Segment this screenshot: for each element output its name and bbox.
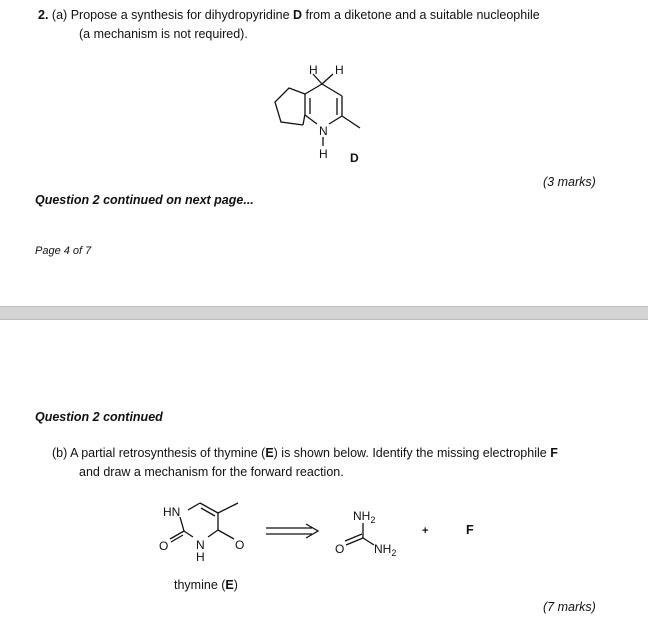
thymine-o-right: O bbox=[235, 538, 245, 552]
page-divider bbox=[0, 306, 648, 320]
thymine-caption: thymine (E) bbox=[174, 578, 238, 592]
urea-oxygen: O bbox=[335, 542, 345, 556]
question-number: 2. bbox=[38, 8, 49, 22]
urea-nh2-right: $NH_2$ bbox=[374, 542, 397, 558]
question-2b-line2: and draw a mechanism for the forward reaction. bbox=[79, 465, 344, 479]
thymine-nh-hydrogen: H bbox=[196, 550, 205, 564]
part-b-label: (b) bbox=[52, 446, 68, 460]
plus-sign: + bbox=[422, 525, 429, 537]
retrosynthesis-arrow bbox=[264, 523, 322, 539]
thymine-nitrogen: N bbox=[196, 538, 205, 552]
continued-title: Question 2 continued bbox=[35, 410, 163, 424]
d-h-left: H bbox=[309, 63, 318, 77]
compound-f-ref: F bbox=[550, 446, 558, 460]
d-h-right: H bbox=[335, 63, 344, 77]
d-nh-hydrogen: H bbox=[319, 147, 328, 161]
compound-d-label: D bbox=[350, 151, 359, 165]
marks-part-b: (7 marks) bbox=[543, 600, 596, 614]
question-2a-line1 bbox=[38, 6, 540, 24]
question-2a-line2: (a mechanism is not required). bbox=[79, 27, 248, 41]
d-nitrogen: N bbox=[319, 124, 328, 138]
structure-d bbox=[255, 58, 385, 168]
thymine-o-left: O bbox=[159, 539, 169, 553]
page-number: Page 4 of 7 bbox=[35, 245, 92, 257]
structure-d-bonds bbox=[275, 74, 360, 146]
compound-e-ref: E bbox=[265, 446, 274, 460]
question-2b-line1 bbox=[52, 444, 558, 462]
part-a-text-post: from a diketone and a suitable nucleophile bbox=[302, 8, 540, 22]
structure-thymine bbox=[150, 495, 260, 570]
thymine-hn: HN bbox=[163, 505, 181, 519]
urea-bonds bbox=[345, 523, 374, 545]
part-b-text-pre: A partial retrosynthesis of thymine ( bbox=[70, 446, 266, 460]
marks-part-a: (3 marks) bbox=[543, 175, 596, 189]
compound-e-caption-ref: E bbox=[225, 578, 234, 592]
continued-next-page: Question 2 continued on next page... bbox=[35, 193, 254, 207]
structure-urea bbox=[330, 505, 410, 565]
compound-d-ref: D bbox=[293, 8, 303, 22]
part-a-label: (a) bbox=[51, 8, 68, 22]
urea-nh2-top: $NH_2$ bbox=[353, 509, 376, 525]
part-b-text-mid: ) is shown below. Identify the missing electrophile bbox=[273, 446, 551, 460]
part-a-text-pre: Propose a synthesis for dihydropyridine bbox=[70, 8, 294, 22]
electrophile-f-label: F bbox=[466, 523, 474, 537]
